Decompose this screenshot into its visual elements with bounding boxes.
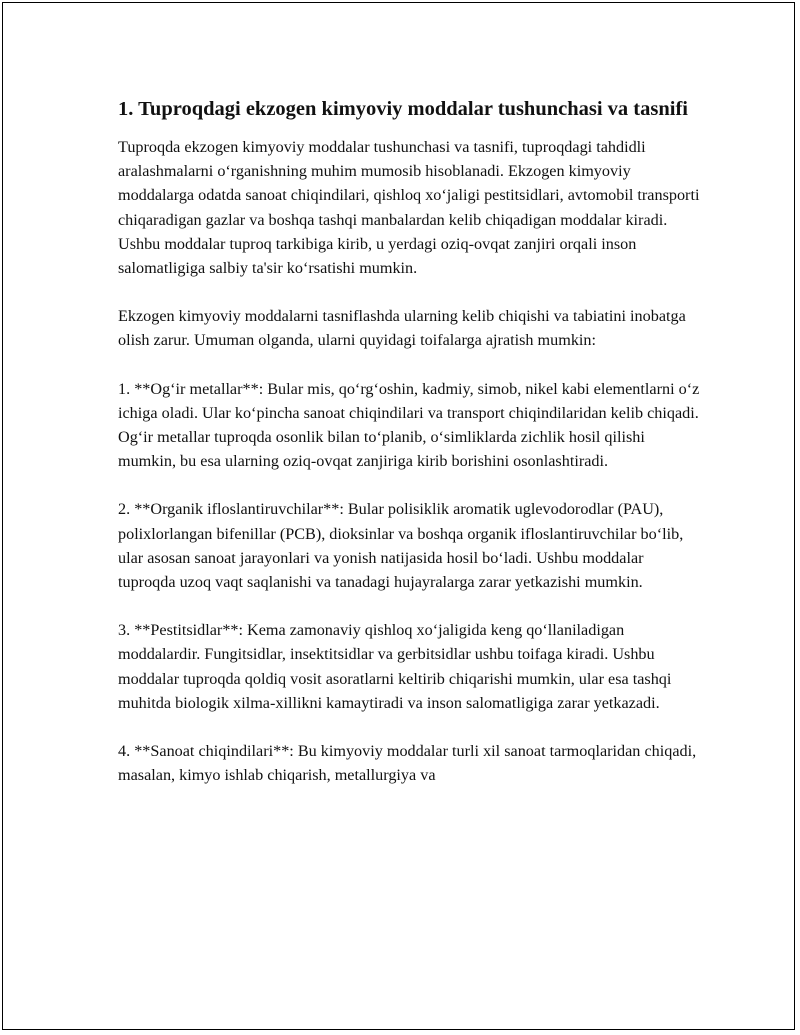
paragraph-industrial-waste: 4. **Sanoat chiqindilari**: Bu kimyoviy moddalar turli xil sanoat tarmoqlaridan chiqadi, masalan, kimyo ishlab chiqarish, metallurgiya va <box>118 742 697 785</box>
section-heading: 1. Tuproqdagi ekzogen kimyoviy moddalar tushunchasi va tasnifi <box>118 98 688 120</box>
paragraph-classification: Ekzogen kimyoviy moddalarni tasniflashda ularning kelib chiqishi va tabiatini inobatga olish zarur. Umuman olganda, ularni quyidagi toifalarga ajratish mumkin: <box>118 307 686 350</box>
paragraph-pesticides: 3. **Pestitsidlar**: Kema zamonaviy qishloq xo‘jaligida keng qo‘llaniladigan moddalardir. Fungitsidlar, insektitsidlar va gerbitsidlar ushbu toifaga kiradi. Ushbu moddalar tuproqda qoldiq vosit asoratlarni keltirib chiqarishi mumkin, ular esa tashqi muhitda biologik xilma-xillikni kamaytiradi va inson salomatligiga zarar yetkazadi. <box>118 621 672 712</box>
paragraph-intro: Tuproqda ekzogen kimyoviy moddalar tushunchasi va tasnifi, tuproqdagi tahdidli aralashmalarni o‘rganishning muhim mumosib hisoblanadi. Ekzogen kimyoviy moddalarga odatda sanoat chiqindilari, qishloq xo‘jaligi pestitsidlari, avtomobil transporti chiqaradigan gazlar va boshqa tashqi manbalardan kelib chiqadigan moddalar kiradi. Ushbu moddalar tuproq tarkibiga kirib, u yerdagi oziq-ovqat zanjiri orqali inson salomatligiga salbiy ta'sir ko‘rsatishi mumkin. <box>118 138 700 278</box>
document-page <box>2 2 795 1030</box>
paragraph-heavy-metals: 1. **Og‘ir metallar**: Bular mis, qo‘rg‘oshin, kadmiy, simob, nikel kabi elementlarni o‘z ichiga oladi. Ular ko‘pincha sanoat chiqindilari va transport chiqindilaridan kelib chiqadi. Og‘ir metallar tuproqda osonlik bilan to‘planib, o‘simliklarda zichlik hosil qilishi mumkin, bu esa ularning oziq-ovqat zanjiriga kirib borishini osonlashtiradi. <box>118 379 700 471</box>
document-content <box>118 95 703 811</box>
paragraph-organic-pollutants: 2. **Organik ifloslantiruvchilar**: Bular polisiklik aromatik uglevodorodlar (PAU), polixlorlangan bifenillar (PCB), dioksinlar va boshqa organik ifloslantiruvchilar bo‘lib, ular asosan sanoat jarayonlari va yonish natijasida hosil bo‘ladi. Ushbu moddalar tuproqda uzoq vaqt saqlanishi va tanadagi hujayralarga zarar yetkazishi mumkin. <box>118 500 684 592</box>
